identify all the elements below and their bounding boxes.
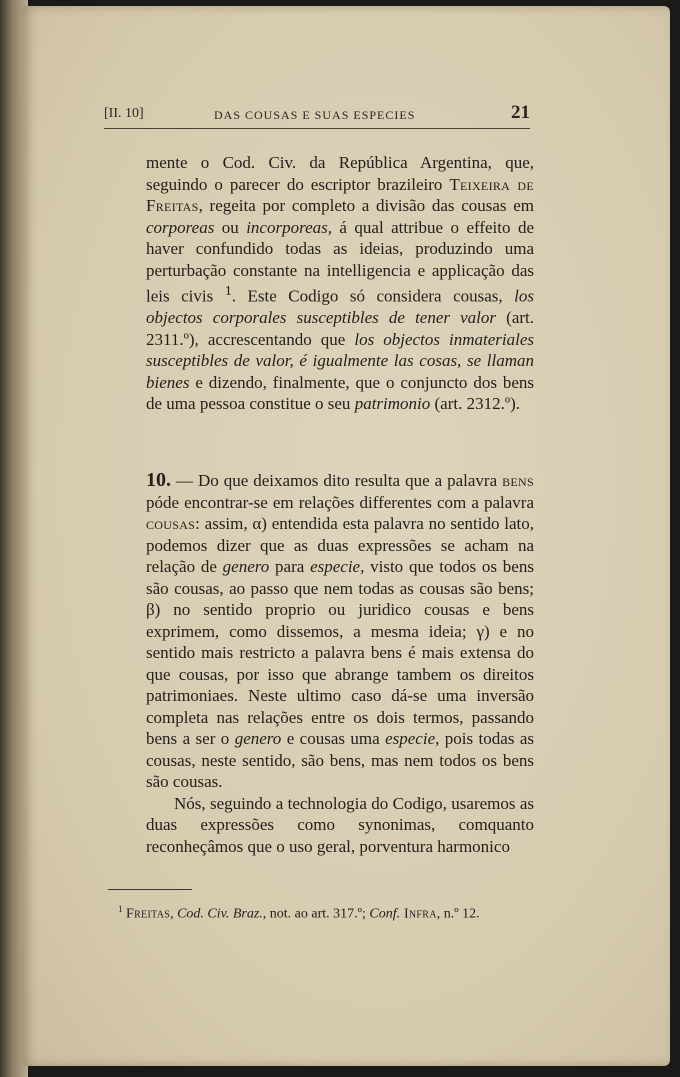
- footnote-mark: 1: [118, 904, 123, 914]
- section-reference: [II. 10]: [104, 106, 144, 121]
- footnote-rule: [108, 889, 192, 890]
- page-number: 21: [511, 102, 530, 123]
- paragraph-continuation: mente o Cod. Civ. da República Argentina, que, seguindo o parecer do escriptor brazileiro Teixeira de Freitas, regeita por completo a divisão das cousas em corporeas ou incorporeas, á qual attribue o effeito de haver confundido todas as ideias, produzindo uma perturbação constante na intelligencia e applicação das leis civis $^1$. Este Codigo só considera cousas, los objectos corporales susceptibles de tener valor (art. 2311.º), accrescentando que los objectos inmateriales susceptibles de valor, é igualmente las cosas, se llaman bienes e dizendo, finalmente, que o conjuncto dos bens de uma pessoa constitue o seu patrimonio (art. 2312.º).: [146, 153, 535, 414]
- header-rule: [104, 128, 530, 129]
- paragraph-10: 10. — Do que deixamos dito resulta que a palavra bens póde encontrar-se em relações differentes com a palavra cousas: assim, α) entendida esta palavra no sentido lato, podemos dizer que as duas expressões se acham na relação de genero para especie, visto que todos os bens são cousas, ao passo que nem todas as cousas são bens; β) no sentido proprio ou juridico cousas e bens exprimem, como dissemos, a mesma ideia; γ) e no sentido mais restricto a palavra bens é mais extensa do que cousas, por isso que abrange tambem os direitos patrimoniaes. Neste ultimo caso dá-se uma inversão completa nas relações entre os dois termos, passando bens a ser o genero e cousas uma especie, pois todas as cousas, neste sentido, são bens, mas nem todos os bens são cousas.: [146, 469, 535, 791]
- running-header: [100, 100, 530, 126]
- body-text: [146, 152, 534, 857]
- paragraph-number: 10.: [146, 469, 171, 491]
- footnote-reference: 1: [224, 283, 232, 299]
- author-name: Teixeira de Freitas: [146, 174, 535, 215]
- paragraph-synonyms: Nós, seguindo a technologia do Codigo, usaremos as duas expressões como synonimas, comquanto reconheçâmos que o uso geral, porventura harmonico: [146, 793, 534, 856]
- running-title: DAS COUSAS E SUAS ESPECIES: [214, 108, 416, 122]
- footnote: $^1$ Freitas, Cod. Civ. Braz., not. ao art. 317.º; Conf. Infra, n.º 12.: [118, 904, 480, 922]
